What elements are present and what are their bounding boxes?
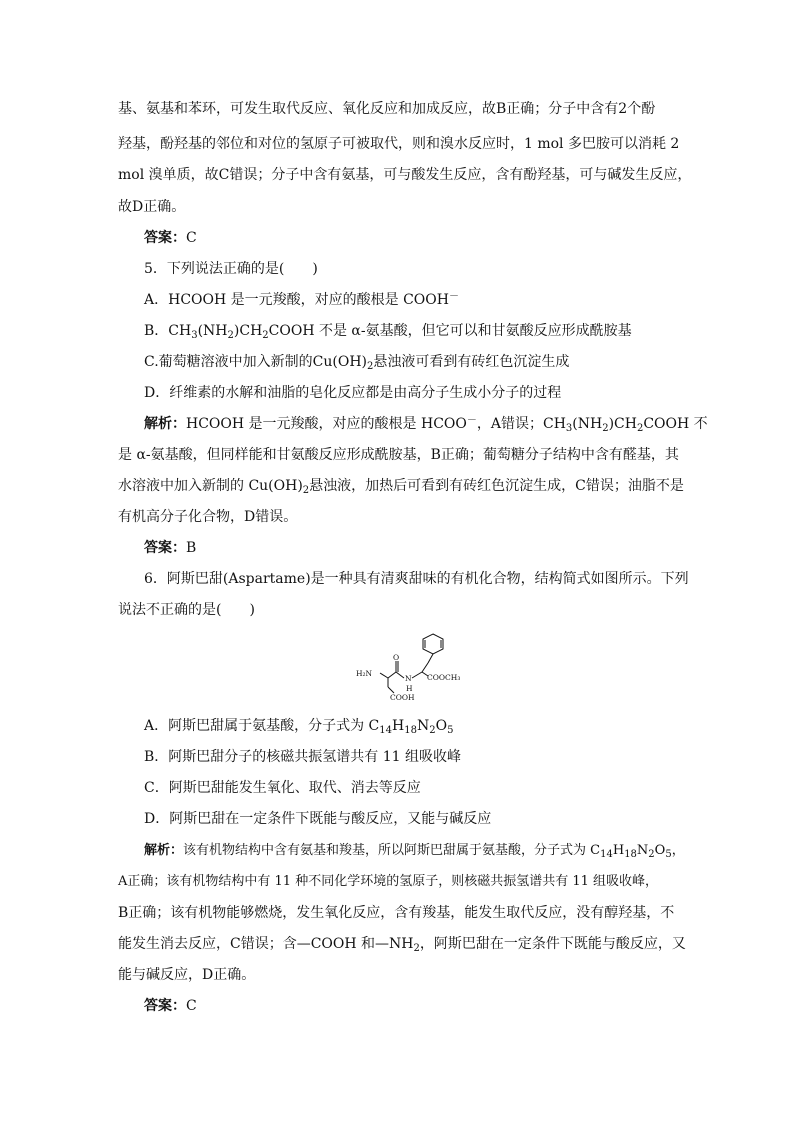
text-line: 水溶液中加入新制的 $Cu(OH)_2$悬浊液，加热后可看到有砖红色沉淀生成，C错误；油脂不是 [118,478,684,496]
text-line: B正确；该有机物能够燃烧，发生氧化反应，含有羧基，能发生取代反应，没有醇羟基，不 [118,905,675,921]
text-line: 能与碱反应，D正确。 [118,967,256,983]
text-line: 说法不正确的是( ) [118,602,255,618]
text-line: A正确；该有机物结构中有 11 种不同化学环境的氢原子，则核磁共振氢谱共有 11 组吸收峰， [118,874,659,889]
option-6b: B．阿斯巴甜分子的核磁共振氢谱共有 11 组吸收峰 [144,749,462,765]
analysis-5: 解析：HCOOH 是一元羧酸，对应的酸根是 HCOO－，A错误；$CH_3(NH_2)CH_2COOH$ 不 [144,415,708,434]
svg-text:COOCH₃: COOCH₃ [427,673,461,682]
answer-line: 答案：C [144,998,197,1014]
text-line: 能发生消去反应，C错误；含—COOH 和$—NH_2$，阿斯巴甜在一定条件下既能与酸反应，又 [118,936,686,954]
option-5d: D．纤维素的水解和油脂的皂化反应都是由高分子生成小分子的过程 [144,385,562,401]
aspartame-structure [354,630,474,710]
analysis-6: 解析：该有机物结构中含有氨基和羧基，所以阿斯巴甜属于氨基酸，分子式为 $C_{14}H_{18}N_2O_5$， [144,843,685,860]
text-line: 基、氨基和苯环，可发生取代反应、氧化反应和加成反应，故B正确；分子中含有2个酚 [118,101,656,117]
text-line: mol 溴单质，故C错误；分子中含有氨基，可与酸发生反应，含有酚羟基，可与碱发生反应， [118,167,692,183]
svg-text:O: O [393,653,400,662]
option-6d: D．阿斯巴甜在一定条件下既能与酸反应，又能与碱反应 [144,811,492,827]
question-6: 6．阿斯巴甜(Aspartame)是一种具有清爽甜味的有机化合物，结构简式如图所示。下列 [144,571,689,587]
text-line: 羟基，酚羟基的邻位和对位的氢原子可被取代，则和溴水反应时，1 mol 多巴胺可以消耗 2 [118,136,680,152]
svg-text:H: H [406,684,413,693]
option-5a: A．HCOOH 是一元羧酸，对应的酸根是 COOH－ [144,291,459,308]
text-line: 有机高分子化合物，D错误。 [118,509,298,525]
text-line: 故D正确。 [118,199,186,215]
question-5: 5．下列说法正确的是( ) [144,261,318,277]
option-6a: A．阿斯巴甜属于氨基酸，分子式为 $C_{14}H_{18}N_2O_5$ [144,718,454,736]
svg-text:H₂N: H₂N [356,669,373,678]
option-5c: C.葡萄糖溶液中加入新制的$Cu(OH)_2$悬浊液可看到有砖红色沉淀生成 [144,354,570,372]
svg-text:N: N [405,674,412,683]
answer-line: 答案：C [144,230,197,246]
text-line: 是 α-氨基酸，但同样能和甘氨酸反应形成酰胺基，B正确；葡萄糖分子结构中含有醛基，其 [118,447,679,463]
option-6c: C．阿斯巴甜能发生氧化、取代、消去等反应 [144,780,421,796]
answer-line: 答案：B [144,540,197,556]
option-5b: B．$CH_3(NH_2)CH_2COOH$ 不是 α-氨基酸，但它可以和甘氨酸反应形成酰胺基 [144,323,632,341]
svg-text:COOH: COOH [390,693,415,702]
